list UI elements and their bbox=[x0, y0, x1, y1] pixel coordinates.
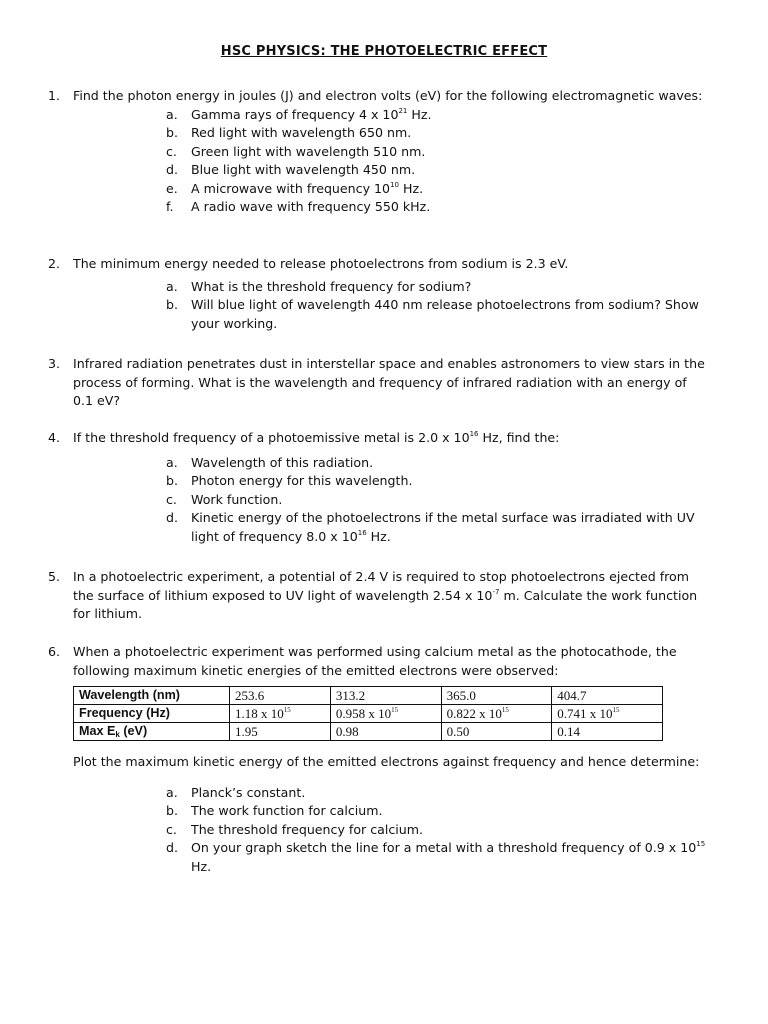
sub-question-c: c. Green light with wavelength 510 nm. bbox=[166, 143, 426, 159]
table-cell: 0.822 x $10^{15}$ bbox=[441, 705, 552, 723]
sub-question-b: b. Photon energy for this wavelength. bbox=[166, 473, 413, 488]
sub-question-e: e. A microwave with frequency $10^{10}$ Hz. bbox=[166, 180, 424, 196]
sub-question-list bbox=[166, 454, 708, 547]
question-text: In a photoelectric experiment, a potential of 2.4 V is required to stop photoelectrons ejected from the surface of lithium exposed to UV light of wavelength 2.54 x $10^{-7}$ m. Calculate the work function for lithium. bbox=[73, 569, 698, 621]
sub-question-list bbox=[166, 278, 708, 334]
sub-question-b: b. Will blue light of wavelength 440 nm release photoelectrons from sodium? Show your working. bbox=[166, 297, 699, 331]
sub-question-c: c. The threshold frequency for calcium. bbox=[166, 821, 424, 837]
table-cell: 0.741 x $10^{15}$ bbox=[552, 705, 663, 723]
sub-question-a: a. Planck’s constant. bbox=[166, 784, 306, 800]
sub-question-list bbox=[166, 784, 708, 877]
table-header-cell: Max $E_k$ (eV) bbox=[74, 723, 230, 741]
sub-question-a: a. Wavelength of this radiation. bbox=[166, 454, 374, 470]
table-cell: 0.50 bbox=[441, 723, 552, 741]
question-6-continued bbox=[48, 753, 708, 876]
question-instruction: Plot the maximum kinetic energy of the emitted electrons against frequency and hence determine: bbox=[73, 754, 700, 769]
question-text: Find the photon energy in joules (J) and electron volts (eV) for the following electromagnetic waves: bbox=[73, 88, 703, 103]
table-cell: 0.958 x $10^{15}$ bbox=[330, 705, 441, 723]
sub-question-a: a. Gamma rays of frequency 4 x $10^{21}$ Hz. bbox=[166, 106, 432, 122]
sub-question-list bbox=[166, 106, 708, 217]
table-cell: 1.95 bbox=[230, 723, 331, 741]
question-4 bbox=[48, 429, 708, 546]
question-number: 1. bbox=[48, 88, 61, 103]
question-6 bbox=[48, 643, 708, 680]
question-number: 2. bbox=[48, 256, 61, 271]
question-5 bbox=[48, 568, 708, 624]
table-cell: 404.7 bbox=[552, 687, 663, 705]
table-cell: 313.2 bbox=[330, 687, 441, 705]
table-cell: 1.18 x $10^{15}$ bbox=[230, 705, 331, 723]
kinetic-energy-table bbox=[73, 686, 663, 741]
question-text: The minimum energy needed to release photoelectrons from sodium is 2.3 eV. bbox=[73, 256, 569, 271]
table-header-cell: Frequency (Hz) bbox=[74, 705, 230, 723]
question-3 bbox=[48, 355, 708, 411]
question-number: 5. bbox=[48, 569, 61, 584]
question-text: If the threshold frequency of a photoemissive metal is 2.0 x $10^{16}$ Hz, find the: bbox=[73, 430, 560, 445]
sub-question-a: a. What is the threshold frequency for sodium? bbox=[166, 278, 472, 294]
table-header-cell: Wavelength (nm) bbox=[74, 687, 230, 705]
question-text: Infrared radiation penetrates dust in interstellar space and enables astronomers to view stars in the process of forming. What is the wavelength and frequency of infrared radiation with an energy of 0.1 eV? bbox=[73, 356, 705, 408]
table-cell: 0.98 bbox=[330, 723, 441, 741]
question-1 bbox=[48, 87, 708, 217]
sub-question-d: d. Blue light with wavelength 450 nm. bbox=[166, 162, 416, 177]
table-cell: 0.14 bbox=[552, 723, 663, 741]
sub-question-f: f. A radio wave with frequency 550 kHz. bbox=[166, 199, 431, 214]
question-number: 3. bbox=[48, 356, 61, 371]
sub-question-c: c. Work function. bbox=[166, 491, 283, 507]
page-title: HSC PHYSICS: THE PHOTOELECTRIC EFFECT bbox=[220, 44, 548, 59]
table-cell: 253.6 bbox=[230, 687, 331, 705]
sub-question-b: b. Red light with wavelength 650 nm. bbox=[166, 125, 412, 140]
table-row-max-ek bbox=[74, 723, 663, 741]
table-row-wavelength bbox=[74, 687, 663, 705]
sub-question-d: d. On your graph sketch the line for a metal with a threshold frequency of 0.9 x $10^{15}$ Hz. bbox=[166, 840, 706, 874]
table-row-frequency bbox=[74, 705, 663, 723]
sub-question-d: d. Kinetic energy of the photoelectrons if the metal surface was irradiated with UV light of frequency 8.0 x $10^{16}$ Hz. bbox=[166, 510, 695, 544]
question-2 bbox=[48, 255, 708, 333]
question-number: 6. bbox=[48, 644, 61, 659]
question-text: When a photoelectric experiment was performed using calcium metal as the photocathode, the following maximum kinetic energies of the emitted electrons were observed: bbox=[73, 644, 677, 678]
table-cell: 365.0 bbox=[441, 687, 552, 705]
sub-question-b: b. The work function for calcium. bbox=[166, 803, 383, 818]
question-number: 4. bbox=[48, 430, 61, 445]
